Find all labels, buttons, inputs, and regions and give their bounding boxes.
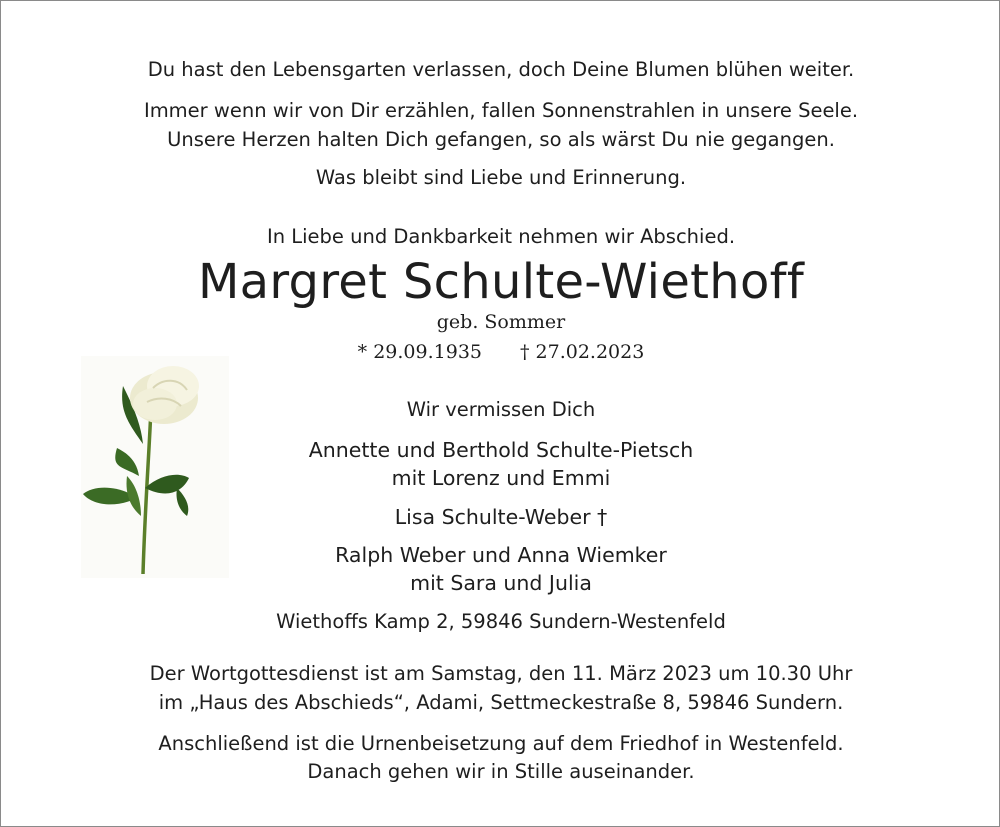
verse-line-2: Immer wenn wir von Dir erzählen, fallen Sonnenstrahlen in unsere Seele. bbox=[143, 99, 859, 122]
mourner-group-3-line-2: mit Sara und Julia bbox=[410, 571, 592, 595]
family-address: Wiethoffs Kamp 2, 59846 Sundern-Westenfeld bbox=[276, 610, 726, 633]
farewell-intro: In Liebe und Dankbarkeit nehmen wir Abschied. bbox=[266, 225, 736, 248]
maiden-name: geb. Sommer bbox=[436, 311, 566, 333]
service-line-1: Der Wortgottesdienst ist am Samstag, den 11. März 2023 um 10.30 Uhr bbox=[149, 662, 853, 685]
death-date: † 27.02.2023 bbox=[520, 341, 645, 363]
mourners-heading: Wir vermissen Dich bbox=[406, 398, 596, 421]
verse-line-4: Was bleibt sind Liebe und Erinnerung. bbox=[315, 166, 687, 189]
mourner-group-1-line-2: mit Lorenz und Emmi bbox=[391, 466, 611, 490]
service-line-4: Danach gehen wir in Stille auseinander. bbox=[307, 760, 695, 783]
deceased-name: Margret Schulte-Wiethoff bbox=[197, 254, 805, 310]
mourner-group-3-line-1: Ralph Weber und Anna Wiemker bbox=[335, 543, 667, 567]
verse-line-3: Unsere Herzen halten Dich gefangen, so als wärst Du nie gegangen. bbox=[167, 128, 835, 151]
verse-line-1: Du hast den Lebensgarten verlassen, doch Deine Blumen blühen weiter. bbox=[147, 58, 855, 81]
mourner-group-2-line-1: Lisa Schulte-Weber † bbox=[394, 505, 608, 529]
service-line-2: im „Haus des Abschieds“, Adami, Settmeckestraße 8, 59846 Sundern. bbox=[158, 691, 844, 714]
mourner-group-1-line-1: Annette und Berthold Schulte-Pietsch bbox=[308, 438, 694, 462]
service-line-3: Anschließend ist die Urnenbeisetzung auf dem Friedhof in Westenfeld. bbox=[158, 732, 844, 755]
birth-date: * 29.09.1935 bbox=[357, 341, 482, 363]
